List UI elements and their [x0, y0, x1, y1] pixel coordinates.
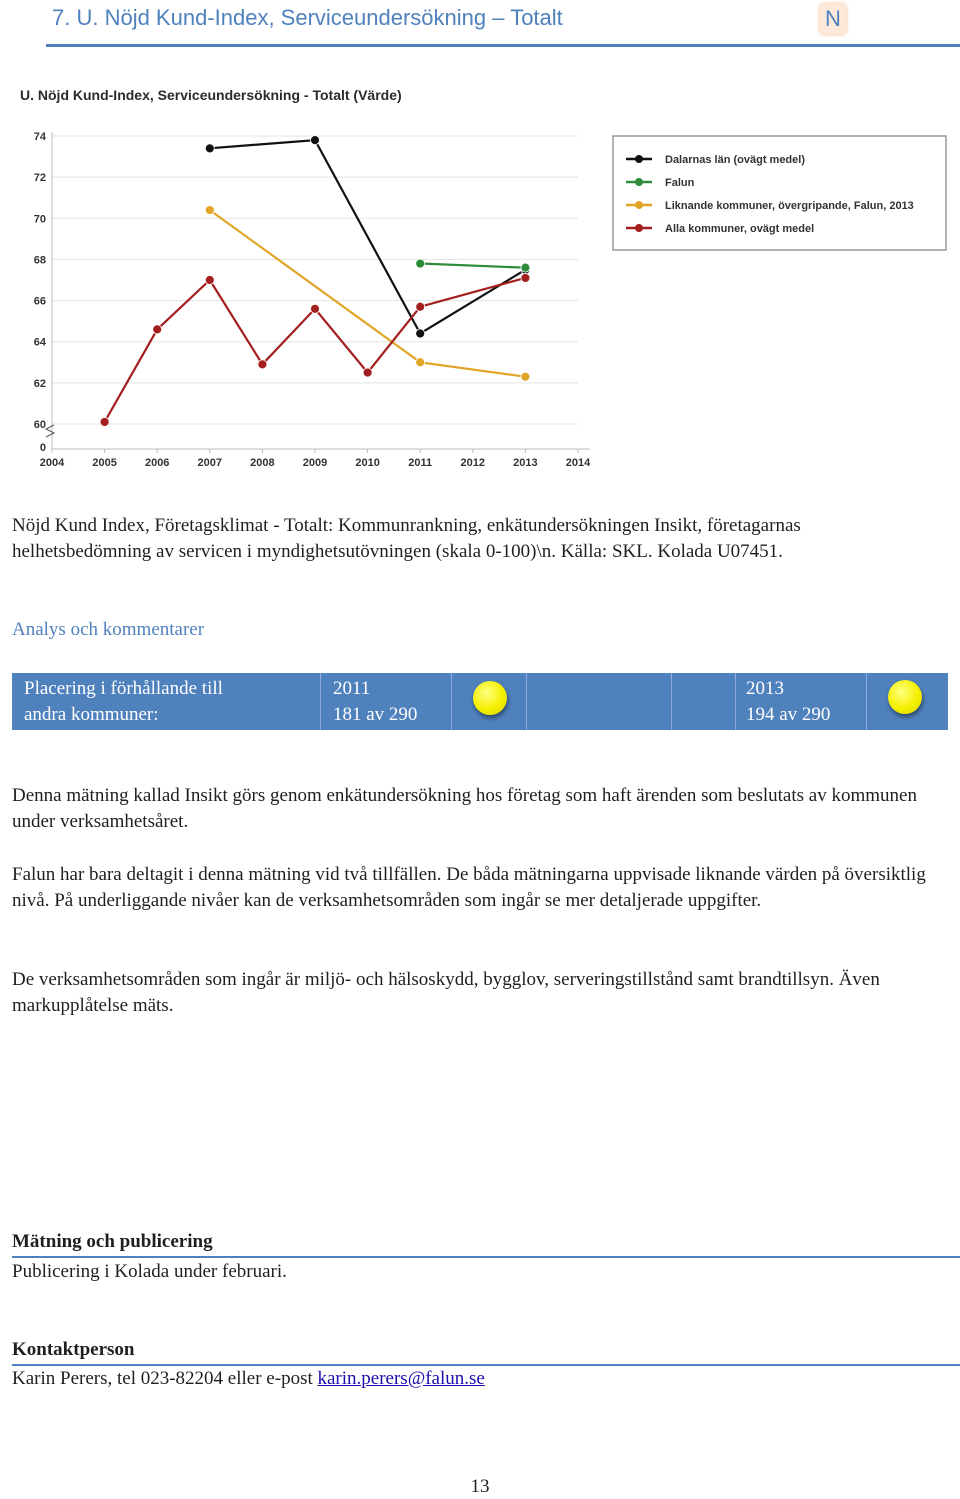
legend-label: Alla kommuner, ovägt medel — [665, 223, 815, 235]
ranking-spacer-cell — [672, 673, 736, 730]
chart-axis — [34, 131, 591, 469]
matning-text: Publicering i Kolada under februari. — [12, 1261, 287, 1282]
data-point — [258, 360, 267, 369]
x-tick-label: 2010 — [355, 457, 380, 469]
page-number: 13 — [470, 1476, 490, 1497]
contact-email-link[interactable]: karin.perers@falun.se — [317, 1368, 485, 1389]
matning-heading: Mätning och publicering — [12, 1231, 213, 1252]
series-line — [210, 140, 526, 333]
x-tick-label: 2006 — [144, 457, 170, 469]
yellow-status-dot-icon — [888, 680, 922, 714]
data-point — [416, 302, 425, 311]
data-point — [416, 358, 425, 367]
x-tick-label: 2012 — [460, 457, 486, 469]
section-rule — [12, 1256, 960, 1258]
x-tick-label: 2008 — [250, 457, 275, 469]
series-line — [420, 264, 525, 268]
page-header — [0, 0, 960, 52]
yellow-status-dot-icon — [473, 681, 507, 715]
section-badge: N — [820, 4, 846, 34]
data-point — [311, 304, 320, 313]
y-tick-label: 66 — [33, 295, 46, 308]
y-tick-label: 0 — [39, 442, 46, 454]
y-tick-label: 72 — [33, 172, 46, 185]
ranking-bar — [12, 673, 948, 730]
x-tick-label: 2014 — [565, 457, 591, 469]
data-point — [416, 259, 425, 268]
y-tick-label: 74 — [33, 131, 46, 143]
data-point — [311, 136, 320, 145]
paragraph-verksamhetsomraden: De verksamhetsområden som ingår är miljö- och hälsoskydd, bygglov, serveringstillstånd samt brandtillsyn. Även markupplåtelse mäts. — [12, 969, 880, 1016]
data-point — [205, 276, 214, 285]
data-point — [416, 329, 425, 338]
y-tick-label: 62 — [33, 377, 46, 390]
chart-title: U. Nöjd Kund-Index, Serviceundersökning - Totalt (Värde) — [20, 87, 402, 103]
chart-grid — [52, 136, 578, 424]
x-tick-label: 2013 — [513, 457, 538, 469]
legend-swatch-dot — [635, 201, 643, 209]
paragraph-falun: Falun har bara deltagit i denna mätning vid två tillfällen. De båda mätningarna uppvisade liknande värden på översiktlig nivå. På underliggande nivåer kan de verksamhetsområden som ingår se mer detaljerade uppgifter. — [12, 864, 926, 911]
ranking-dot-2011-cell — [452, 673, 527, 730]
data-point — [153, 325, 162, 334]
legend-swatch-dot — [635, 178, 643, 186]
kontakt-text: Karin Perers, tel 023-82204 eller e-post — [12, 1368, 318, 1389]
x-tick-label: 2004 — [39, 457, 65, 469]
ranking-label-line2: andra kommuner: — [24, 704, 159, 725]
ranking-2011-cell — [321, 673, 452, 730]
ranking-dot-2013-cell — [867, 673, 948, 730]
legend-label: Dalarnas län (ovägt medel) — [665, 154, 805, 166]
ranking-value-2013: 194 av 290 — [746, 704, 831, 725]
ranking-label-cell — [12, 673, 321, 730]
data-point — [521, 273, 530, 282]
series-line — [105, 278, 526, 422]
analys-heading: Analys och kommentarer — [12, 619, 205, 640]
section-title: 7. U. Nöjd Kund-Index, Serviceundersökning – Totalt — [52, 5, 563, 30]
legend-swatch-dot — [635, 224, 643, 232]
ranking-spacer-cell — [527, 673, 672, 730]
ranking-year-2013: 2013 — [746, 678, 784, 699]
legend-label: Liknande kommuner, övergripande, Falun, 2013 — [665, 200, 914, 212]
y-tick-label: 70 — [33, 213, 46, 226]
axis-break-mark — [46, 425, 54, 437]
legend-label: Falun — [665, 177, 695, 189]
data-point — [521, 263, 530, 272]
nki-line-chart — [0, 74, 960, 474]
data-point — [521, 372, 530, 381]
kontakt-line — [12, 1366, 942, 1392]
x-tick-label: 2007 — [197, 457, 223, 469]
chart-caption: Nöjd Kund Index, Företagsklimat - Totalt: Kommunrankning, enkätundersökningen Insikt, företagarnas helhetsbedömning av servicen i myndighetsutövningen (skala 0-100)\n. Källa: SKL. Kolada U07451. — [12, 515, 801, 562]
legend-swatch-dot — [635, 155, 643, 163]
x-tick-label: 2009 — [302, 457, 328, 469]
header-rule — [46, 44, 960, 47]
data-point — [100, 417, 109, 426]
paragraph-insikt: Denna mätning kallad Insikt görs genom enkätundersökning hos företag som haft ärenden som beslutats av kommunen under verksamhetsåret. — [12, 785, 917, 832]
ranking-label-line1: Placering i förhållande till — [24, 678, 223, 699]
x-tick-label: 2005 — [92, 457, 117, 469]
ranking-year-2011: 2011 — [333, 678, 371, 699]
data-point — [205, 144, 214, 153]
kontakt-heading: Kontaktperson — [12, 1339, 135, 1360]
y-tick-label: 60 — [33, 419, 46, 431]
chart-legend — [613, 136, 946, 250]
ranking-value-2011: 181 av 290 — [333, 704, 418, 725]
data-point — [363, 368, 372, 377]
x-tick-label: 2011 — [408, 457, 433, 469]
ranking-2013-cell — [736, 673, 867, 730]
y-tick-label: 68 — [33, 254, 46, 267]
y-tick-label: 64 — [33, 336, 46, 349]
data-point — [205, 206, 214, 215]
